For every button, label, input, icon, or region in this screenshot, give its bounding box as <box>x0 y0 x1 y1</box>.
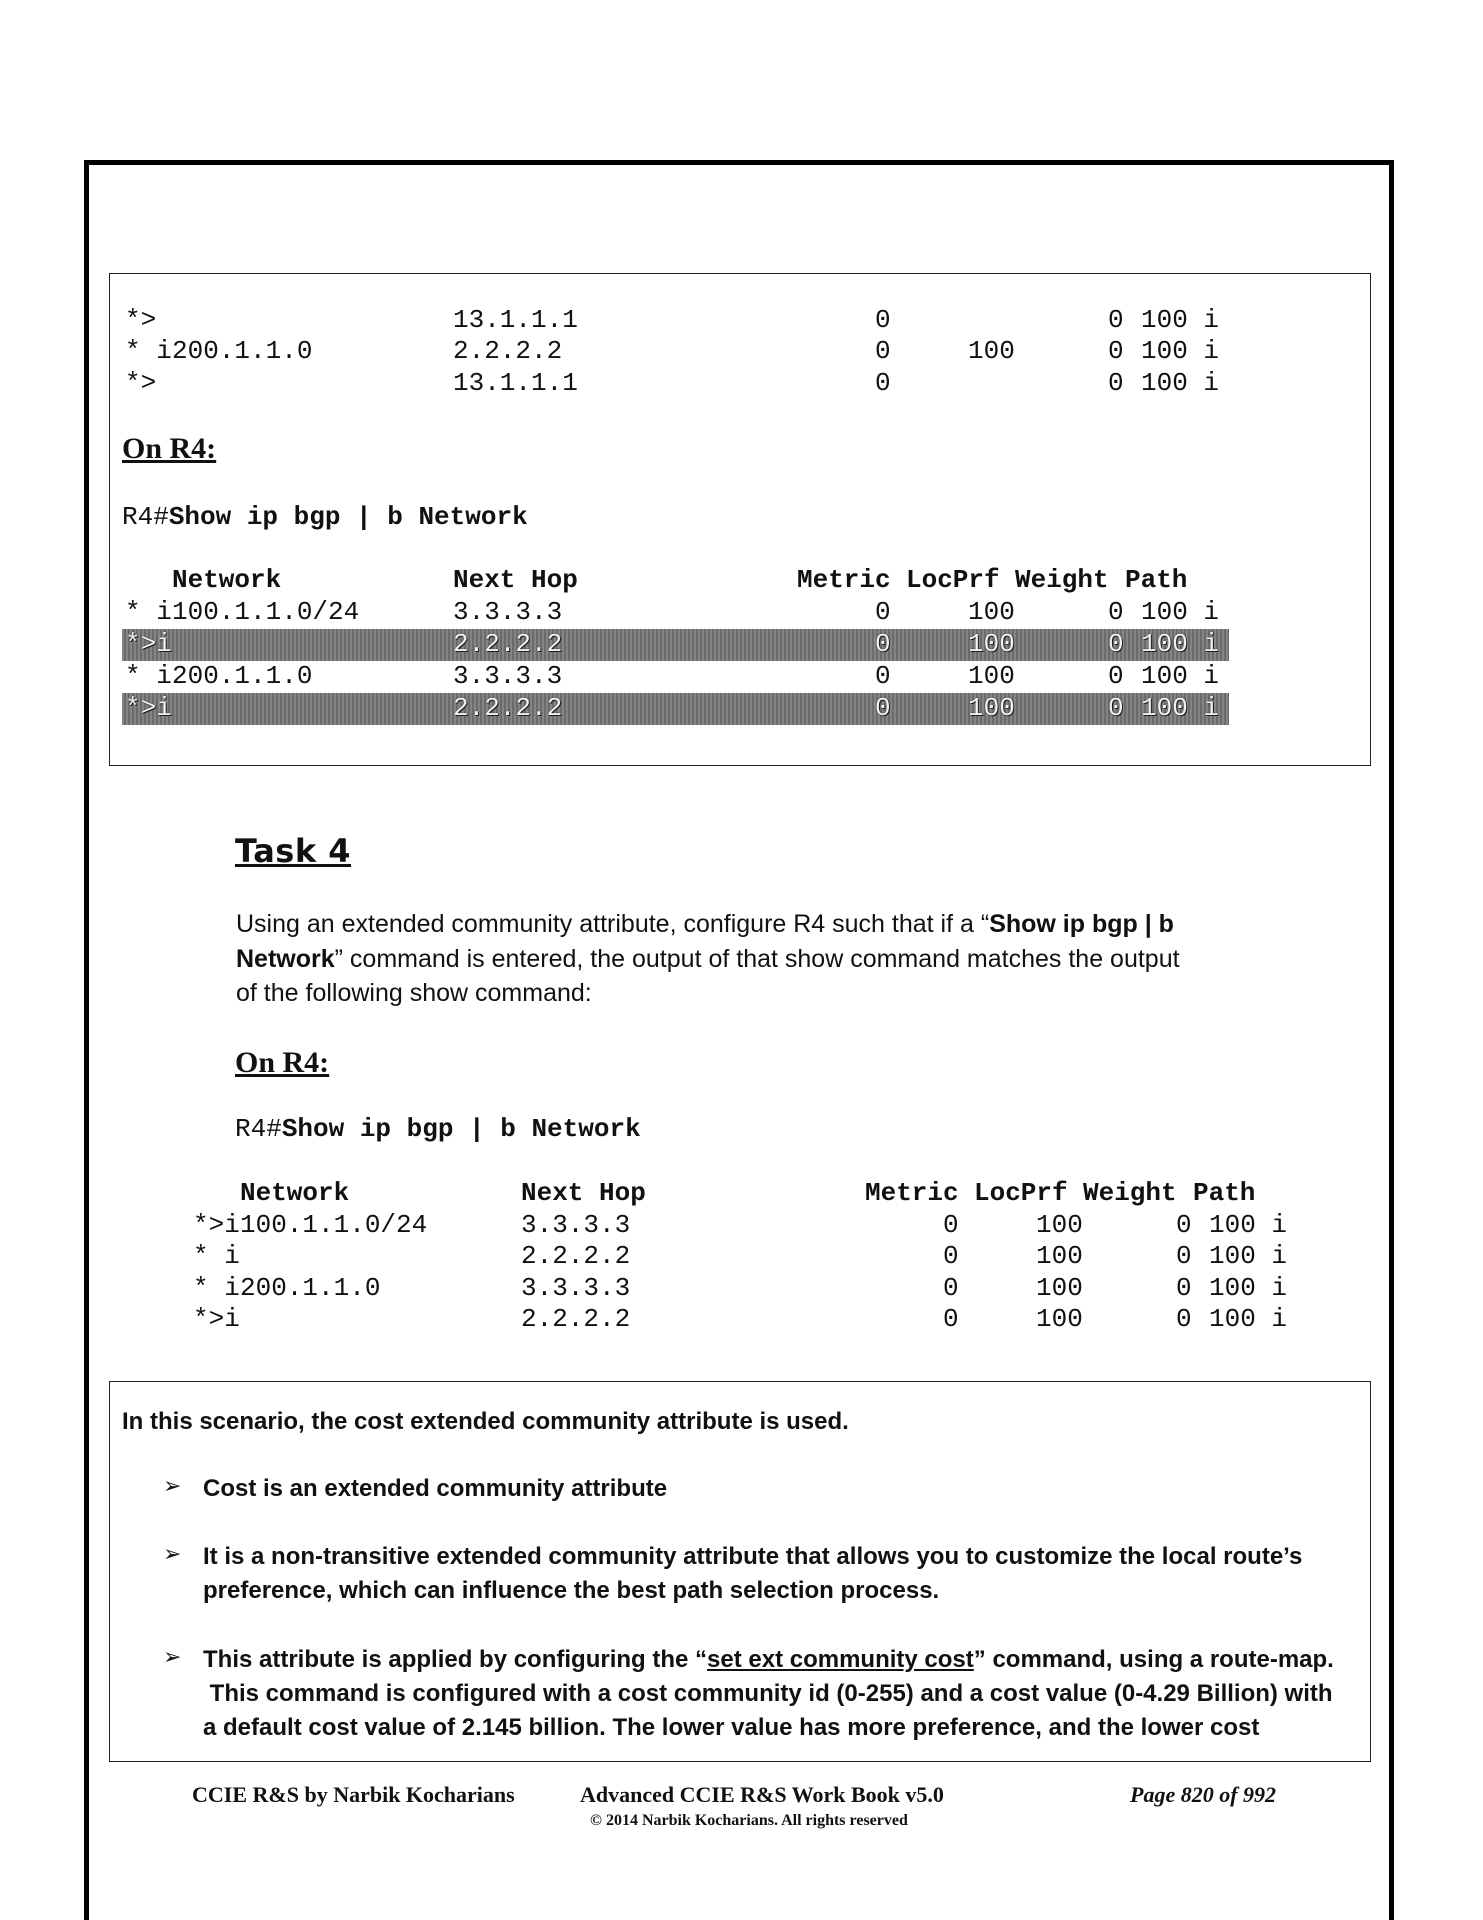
status-code: *>i <box>125 629 172 659</box>
next-hop-cell: 2.2.2.2 <box>453 693 563 723</box>
header-next-hop: Next Hop <box>521 1178 646 1208</box>
bullet-item-1: Cost is an extended community attribute <box>203 1475 668 1502</box>
locprf-cell: 100 <box>968 661 1015 691</box>
network-cell: 200.1.1.0 <box>172 661 313 691</box>
network-cell: 100.1.1.0/24 <box>172 597 360 627</box>
locprf-cell: 100 <box>968 693 1015 723</box>
arrowhead-bullet-icon: ➢ <box>163 1542 182 1567</box>
table-row <box>125 597 1225 629</box>
next-hop-cell: 3.3.3.3 <box>521 1273 631 1303</box>
metric-cell: 0 <box>875 336 891 366</box>
path-cell: 100 i <box>1209 1241 1288 1271</box>
status-code: *> <box>125 368 157 398</box>
metric-cell: 0 <box>875 661 891 691</box>
path-cell: 100 i <box>1141 693 1220 723</box>
weight-cell: 0 <box>1108 597 1124 627</box>
table-row <box>125 368 1225 400</box>
task-description <box>236 907 1286 1011</box>
weight-cell: 0 <box>1108 629 1124 659</box>
header-network: Network <box>240 1178 350 1208</box>
task-description-line2: Network” command is entered, the output of that show command matches the output <box>236 944 1180 973</box>
weight-cell: 0 <box>1108 336 1124 366</box>
header-metric: Metric <box>865 1178 959 1208</box>
next-hop-cell: 2.2.2.2 <box>521 1304 631 1334</box>
path-cell: 100 i <box>1141 629 1220 659</box>
arrowhead-bullet-icon: ➢ <box>163 1645 182 1670</box>
table-header <box>193 1178 1293 1210</box>
task-description-line3: of the following show command: <box>236 979 592 1007</box>
table-row-highlighted <box>122 629 1229 661</box>
weight-cell: 0 <box>1176 1304 1192 1334</box>
weight-cell: 0 <box>1108 305 1124 335</box>
weight-cell: 0 <box>1108 661 1124 691</box>
arrowhead-bullet-icon: ➢ <box>163 1474 182 1499</box>
header-locprf: LocPrf <box>974 1178 1068 1208</box>
header-next-hop: Next Hop <box>453 565 578 595</box>
table-row <box>125 336 1225 368</box>
header-locprf: LocPrf <box>906 565 1000 595</box>
weight-cell: 0 <box>1176 1210 1192 1240</box>
command-prompt: R4# <box>235 1114 282 1144</box>
router-heading: On R4: <box>122 432 217 465</box>
command-reference: set ext community cost <box>707 1646 974 1673</box>
path-cell: 100 i <box>1209 1304 1288 1334</box>
metric-cell: 0 <box>943 1304 959 1334</box>
locprf-cell: 100 <box>968 336 1015 366</box>
next-hop-cell: 13.1.1.1 <box>453 305 578 335</box>
metric-cell: 0 <box>943 1210 959 1240</box>
locprf-cell: 100 <box>1036 1210 1083 1240</box>
header-metric: Metric <box>797 565 891 595</box>
footer-book-title: Advanced CCIE R&S Work Book v5.0 <box>580 1782 944 1807</box>
next-hop-cell: 3.3.3.3 <box>453 661 563 691</box>
status-code: * i <box>193 1241 240 1271</box>
metric-cell: 0 <box>875 693 891 723</box>
locprf-cell: 100 <box>1036 1273 1083 1303</box>
path-cell: 100 i <box>1209 1273 1288 1303</box>
table-row <box>193 1304 1293 1336</box>
path-cell: 100 i <box>1141 597 1220 627</box>
status-code: * i <box>193 1273 240 1303</box>
next-hop-cell: 3.3.3.3 <box>521 1210 631 1240</box>
metric-cell: 0 <box>875 368 891 398</box>
command-line <box>122 502 528 534</box>
next-hop-cell: 2.2.2.2 <box>453 629 563 659</box>
bullet-item-3: This attribute is applied by configuring the “set ext community cost” command, using a route-map. This command is configured with a cost community id (0-255) and a cost value (0-4.29 Billion) with a default cost value of 2.145 billion. The lower value has more preference, and the lower cost <box>203 1646 1334 1741</box>
router-heading: On R4: <box>235 1046 330 1079</box>
header-weight: Weight <box>1083 1178 1177 1208</box>
network-cell: 200.1.1.0 <box>240 1273 381 1303</box>
header-path: Path <box>1193 1178 1256 1208</box>
locprf-cell: 100 <box>1036 1241 1083 1271</box>
header-weight: Weight <box>1015 565 1109 595</box>
weight-cell: 0 <box>1176 1241 1192 1271</box>
locprf-cell: 100 <box>1036 1304 1083 1334</box>
weight-cell: 0 <box>1108 693 1124 723</box>
metric-cell: 0 <box>875 305 891 335</box>
table-row <box>125 305 1225 337</box>
command-text: Show ip bgp | b Network <box>168 502 528 532</box>
task-description-line1: Using an extended community attribute, configure R4 such that if a “Show ip bgp | b <box>236 910 1174 938</box>
metric-cell: 0 <box>875 629 891 659</box>
metric-cell: 0 <box>943 1273 959 1303</box>
next-hop-cell: 2.2.2.2 <box>521 1241 631 1271</box>
table-row <box>193 1210 1293 1242</box>
table-row <box>193 1273 1293 1305</box>
table-row <box>125 661 1225 693</box>
page-number: Page 820 of 992 <box>1130 1782 1277 1807</box>
command-prompt: R4# <box>122 502 169 532</box>
task-title: Task 4 <box>235 832 352 870</box>
next-hop-cell: 2.2.2.2 <box>453 336 563 366</box>
bullet-item-2: It is a non-transitive extended community attribute that allows you to customize the local route’s preference, which can influence the best path selection process. <box>203 1543 1303 1604</box>
command-line <box>235 1114 641 1146</box>
locprf-cell: 100 <box>968 629 1015 659</box>
path-cell: 100 i <box>1209 1210 1288 1240</box>
continued-bgp-table <box>0 0 1483 398</box>
path-cell: 100 i <box>1141 336 1220 366</box>
command-text: Show ip bgp | b Network <box>281 1114 641 1144</box>
status-code: *>i <box>193 1304 240 1334</box>
metric-cell: 0 <box>943 1241 959 1271</box>
path-cell: 100 i <box>1141 305 1220 335</box>
status-code: * i <box>125 336 172 366</box>
status-code: *>i <box>125 693 172 723</box>
metric-cell: 0 <box>875 597 891 627</box>
status-code: *> <box>125 305 157 335</box>
header-path: Path <box>1125 565 1188 595</box>
path-cell: 100 i <box>1141 661 1220 691</box>
network-cell: 100.1.1.0/24 <box>240 1210 428 1240</box>
table-header <box>125 565 1225 597</box>
next-hop-cell: 3.3.3.3 <box>453 597 563 627</box>
status-code: * i <box>125 661 172 691</box>
next-hop-cell: 13.1.1.1 <box>453 368 578 398</box>
footer-copyright: © 2014 Narbik Kocharians. All rights reserved <box>590 1812 908 1829</box>
status-code: *>i <box>193 1210 240 1240</box>
explanation-intro: In this scenario, the cost extended community attribute is used. <box>122 1408 849 1435</box>
header-network: Network <box>172 565 282 595</box>
weight-cell: 0 <box>1176 1273 1192 1303</box>
status-code: * i <box>125 597 172 627</box>
path-cell: 100 i <box>1141 368 1220 398</box>
footer-author: CCIE R&S by Narbik Kocharians <box>192 1782 515 1807</box>
table-row <box>193 1241 1293 1273</box>
weight-cell: 0 <box>1108 368 1124 398</box>
table-row-highlighted <box>122 693 1229 725</box>
network-cell: 200.1.1.0 <box>172 336 313 366</box>
locprf-cell: 100 <box>968 597 1015 627</box>
